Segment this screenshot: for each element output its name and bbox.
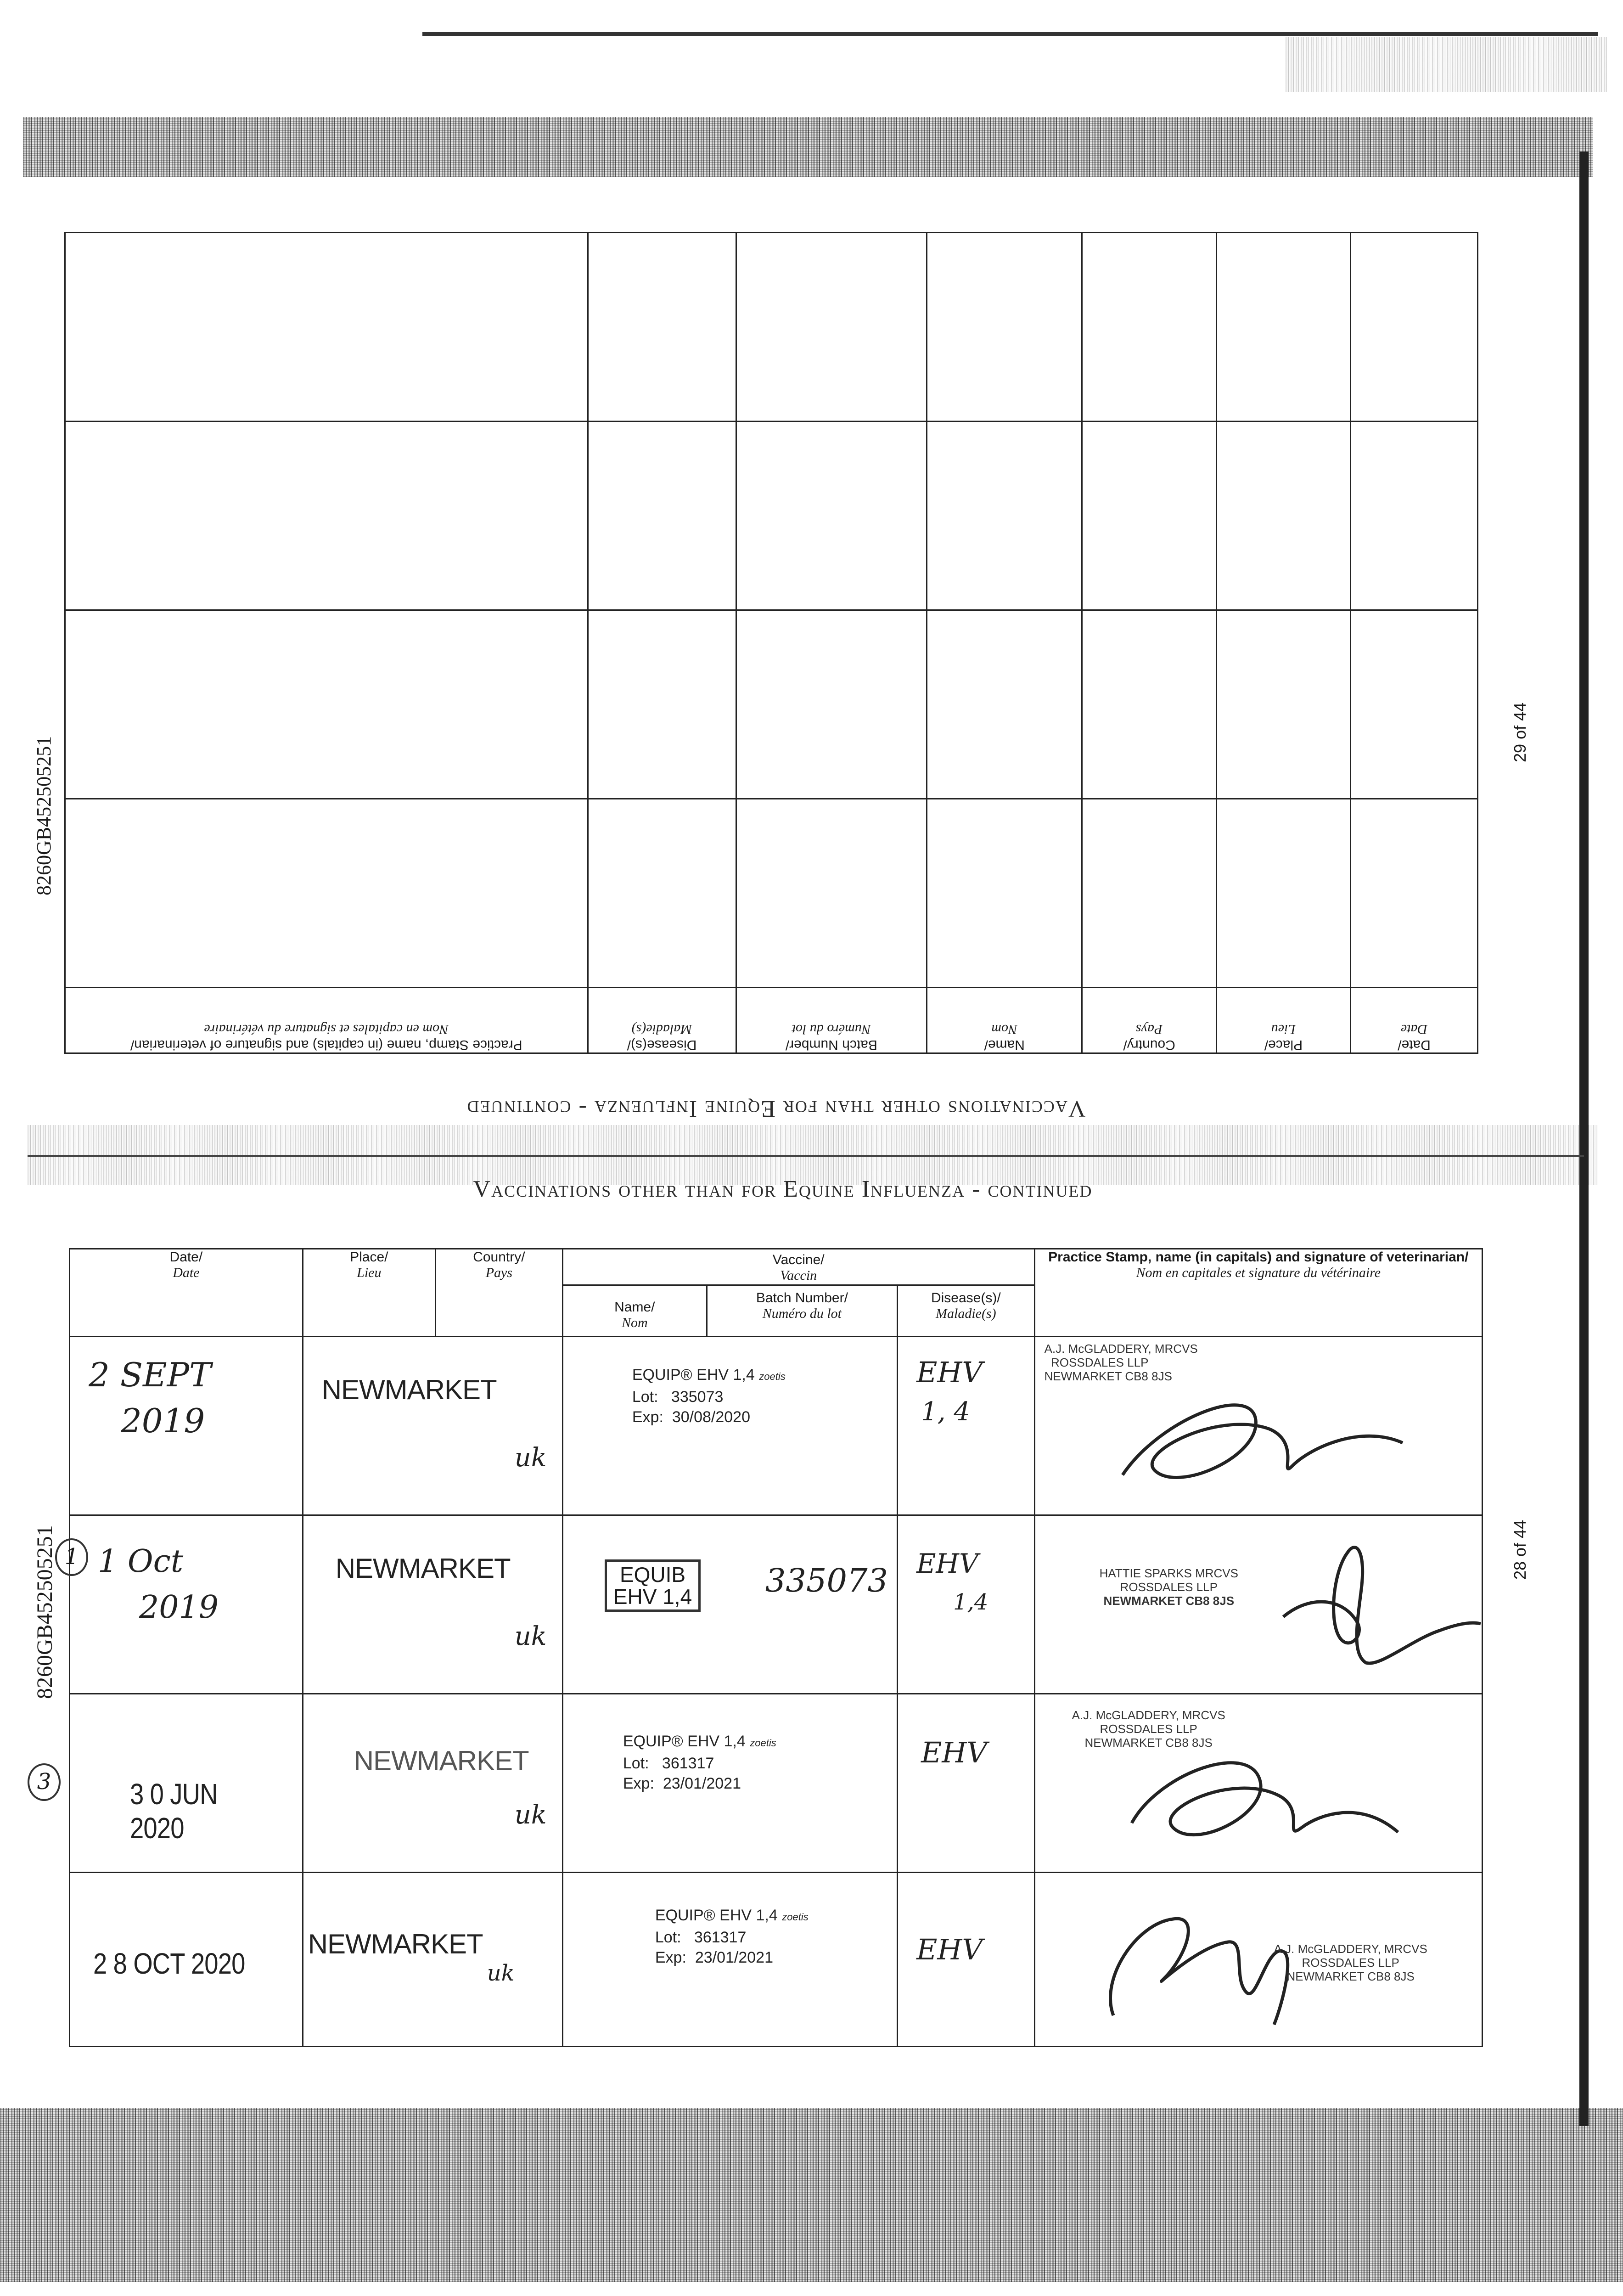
row2-place: NEWMARKET	[335, 1553, 511, 1584]
row3-place-cell	[303, 1694, 562, 1873]
row1-vet-stamp: A.J. McGLADDERY, MRCVS ROSSDALES LLP NEWMARKET CB8 8JS	[1044, 1342, 1198, 1384]
row2-stamp-cell	[1034, 1515, 1482, 1694]
col-disease: Disease(s)/ Maladie(s)	[898, 1285, 1034, 1337]
row1-date-cell	[70, 1337, 303, 1515]
page-number-top: 29 of 44	[1511, 702, 1529, 762]
row1-date-line1: 2 SEPT	[89, 1356, 212, 1395]
row2-vaccine-cell	[562, 1515, 897, 1694]
col-vaccine: Vaccine/ Vaccin	[562, 1249, 1034, 1285]
row2-signature	[1274, 1525, 1485, 1677]
row1-place-cell	[303, 1337, 562, 1515]
row3-country: uk	[514, 1800, 547, 1830]
row4-vaccine: EQUIP® EHV 1,4 zoetis Lot: 361317 Exp: 23/01/2021	[655, 1907, 809, 1967]
hdr-disease: Disease(s)/ Maladie(s)	[588, 988, 736, 1053]
hdr-name: Name/ Nom	[927, 988, 1082, 1053]
row1-signature	[1104, 1356, 1426, 1503]
col-place: Place/ Lieu	[303, 1249, 435, 1337]
table-row	[70, 1873, 1483, 2047]
hdr-date: Date/ Date	[1351, 988, 1478, 1053]
col-batch: Batch Number/ Numéro du lot	[707, 1285, 897, 1337]
row1-vaccine-cell	[562, 1337, 897, 1515]
col-name: Name/ Nom	[562, 1285, 707, 1337]
section-title-upside-down: Vaccinations other than for Equine Influenza - continued	[466, 1096, 1086, 1122]
col-date: Date/ Date	[70, 1249, 303, 1337]
document-id-bottom: 8260GB452505251	[33, 1525, 57, 1699]
row2-place-cell	[303, 1515, 562, 1694]
row2-date-cell	[70, 1515, 303, 1694]
row2-date-line1: 1 Oct	[98, 1543, 184, 1580]
hdr-stamp: Practice Stamp, name (in capitals) and signature of veterinarian/ Nom en capitales et signature du vétérinaire	[65, 988, 588, 1053]
row3-place: NEWMARKET	[354, 1745, 529, 1777]
row3-date-cell	[70, 1694, 303, 1873]
row4-vaccine-cell	[562, 1873, 897, 2047]
row2-vet-stamp: HATTIE SPARKS MRCVS ROSSDALES LLP NEWMARKET CB8 8JS	[1099, 1566, 1238, 1608]
row1-vaccine: EQUIP® EHV 1,4 zoetis Lot: 335073 Exp: 30/08/2020	[632, 1366, 786, 1426]
page-edge-right	[1579, 152, 1589, 2126]
hdr-place: Place/ Lieu	[1216, 988, 1350, 1053]
row4-date: 2 8 OCT 2020	[93, 1947, 245, 1981]
table-row	[70, 1515, 1483, 1694]
scan-noise-bottom	[0, 2108, 1623, 2282]
empty-vaccination-table	[64, 232, 1478, 1054]
document-id-top: 8260GB452505251	[33, 736, 55, 895]
table-row	[70, 1337, 1483, 1515]
row1-date-line2: 2019	[121, 1401, 205, 1441]
table-row	[70, 1694, 1483, 1873]
row3-date: 3 0 JUN 2020	[130, 1778, 218, 1845]
row2-vaccine-stamp: EQUIB EHV 1,4	[605, 1559, 701, 1612]
row4-place: NEWMARKET	[308, 1929, 483, 1960]
row2-disease-line2: 1,4	[953, 1589, 988, 1615]
row2-circle-number: 1	[55, 1538, 88, 1576]
section-title: Vaccinations other than for Equine Influenza - continued	[473, 1176, 1093, 1202]
row2-batch: 335073	[765, 1562, 888, 1600]
scan-noise-topright	[1286, 37, 1607, 92]
row4-date-cell	[70, 1873, 303, 2047]
row3-circle-number: 3	[28, 1763, 61, 1801]
row3-disease-line1: EHV	[921, 1736, 988, 1770]
row2-date-line2: 2019	[139, 1589, 219, 1626]
row2-disease-line1: EHV	[916, 1548, 978, 1580]
row4-country: uk	[487, 1960, 515, 1986]
hdr-batch: Batch Number/ Numéro du lot	[736, 988, 927, 1053]
row4-vet-stamp: A.J. McGLADDERY, MRCVS ROSSDALES LLP NEWMARKET CB8 8JS	[1274, 1942, 1427, 1984]
row3-vaccine: EQUIP® EHV 1,4 zoetis Lot: 361317 Exp: 23/01/2021	[623, 1733, 776, 1793]
row2-disease-cell	[898, 1515, 1034, 1694]
top-edge-line	[422, 32, 1598, 36]
row4-disease-line1: EHV	[916, 1933, 983, 1967]
top-page-upside-down	[64, 232, 1478, 1054]
row3-stamp-cell	[1034, 1694, 1482, 1873]
row3-vaccine-cell	[562, 1694, 897, 1873]
row2-country: uk	[514, 1621, 547, 1652]
row1-stamp-cell	[1034, 1337, 1482, 1515]
vaccination-table	[69, 1248, 1483, 2047]
col-country: Country/ Pays	[435, 1249, 562, 1337]
row1-disease-cell	[898, 1337, 1034, 1515]
col-stamp: Practice Stamp, name (in capitals) and signature of veterinarian/ Nom en capitales et signature du vétérinaire	[1034, 1249, 1482, 1337]
row4-stamp-cell	[1034, 1873, 1482, 2047]
row3-signature	[1104, 1713, 1426, 1860]
hdr-country: Country/ Pays	[1082, 988, 1216, 1053]
vaccination-grid	[69, 1248, 1483, 2047]
row1-place: NEWMARKET	[321, 1374, 497, 1406]
row4-place-cell	[303, 1873, 562, 2047]
row1-disease-line1: EHV	[916, 1356, 983, 1390]
row3-disease-cell	[898, 1694, 1034, 1873]
row1-country: uk	[514, 1443, 547, 1473]
scan-noise-top	[23, 117, 1593, 177]
row3-vet-stamp: A.J. McGLADDERY, MRCVS ROSSDALES LLP NEWMARKET CB8 8JS	[1072, 1708, 1225, 1750]
row4-disease-cell	[898, 1873, 1034, 2047]
page-number-bottom: 28 of 44	[1511, 1519, 1529, 1580]
page-fold-line	[28, 1155, 1584, 1157]
row1-disease-line2: 1, 4	[921, 1397, 970, 1427]
